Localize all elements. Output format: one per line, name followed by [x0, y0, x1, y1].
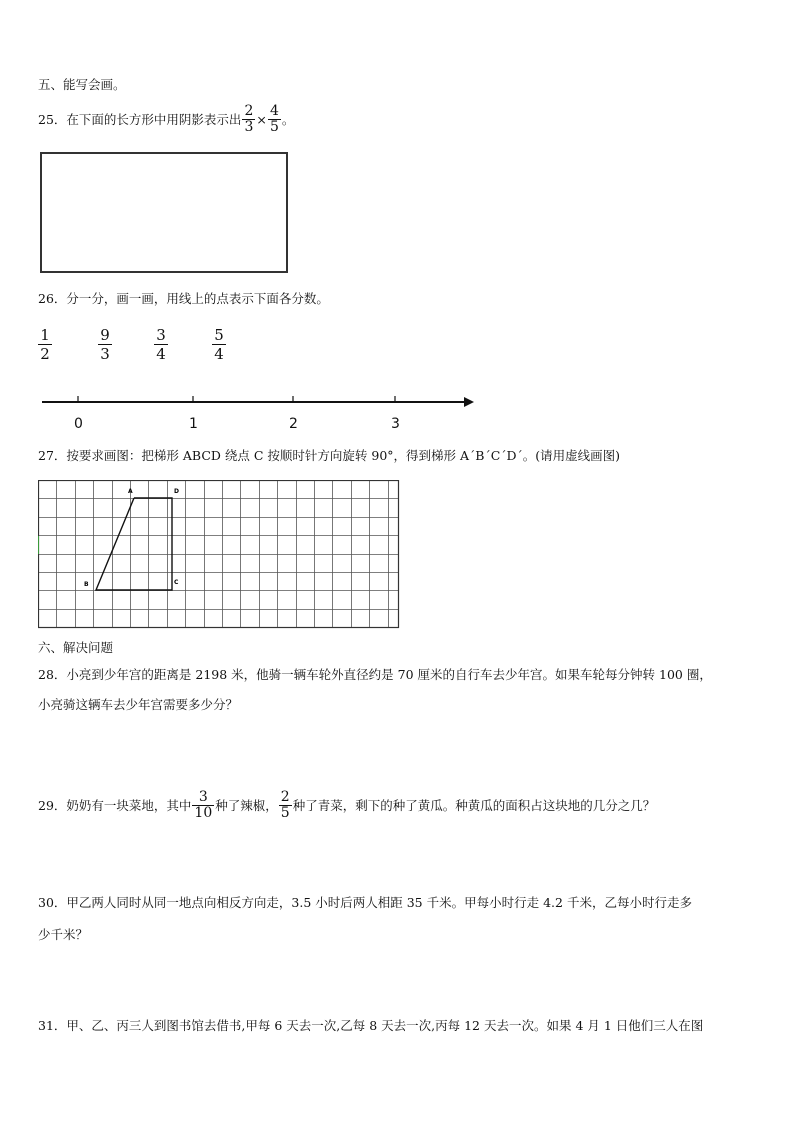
q25-frac1-denominator: 3 [244, 119, 254, 135]
question-28-line-2: 小亮骑这辆车去少年宫需要多少分？ [38, 697, 239, 712]
q25-fraction-2 [269, 104, 280, 135]
q29-part-1: 29．奶奶有一块菜地，其中 [38, 797, 192, 813]
question-26: 26．分一分，画一画，用线上的点表示下面各分数。 [38, 291, 329, 306]
question-25 [38, 104, 294, 135]
q26-frac4-numerator: 5 [214, 326, 224, 344]
vertex-label-c: C [174, 579, 179, 586]
section-5-title: 五、能写会画。 [38, 77, 126, 92]
q26-frac3-denominator: 4 [156, 345, 166, 363]
q25-frac2-denominator: 5 [269, 119, 279, 135]
answer-rectangle[interactable] [40, 152, 288, 273]
q26-frac2-denominator: 3 [100, 345, 110, 363]
question-29 [38, 790, 655, 821]
question-30-line-1: 30．甲乙两人同时从同一地点向相反方向走，3.5 小时后两人相距 35 千米。甲每小时行走 4.2 千米，乙每小时行走多 [38, 895, 692, 910]
q26-fraction-3 [154, 326, 168, 363]
q29-fraction-1 [193, 790, 213, 821]
question-28-line-1: 28．小亮到少年宫的距离是 2198 米，他骑一辆车轮外直径约是 70 厘米的自行车去少年宫。如果车轮每分钟转 100 圈， [38, 667, 712, 682]
question-27: 27．按要求画图：把梯形 ABCD 绕点 C 按顺时针方向旋转 90°，得到梯形 A´B´C´D´。(请用虚线画图) [38, 448, 621, 463]
number-line-arrow-icon [464, 397, 474, 407]
tick-label-0: 0 [74, 416, 83, 432]
vertex-label-d: D [174, 488, 179, 495]
q29-frac2-numerator: 2 [280, 789, 290, 805]
q25-prefix: 25．在下面的长方形中用阴影表示出 [38, 111, 242, 127]
q29-part-2: 种了辣椒， [215, 797, 278, 813]
vertex-label-a: A [128, 488, 133, 495]
grid-border [39, 481, 399, 628]
tick-label-1: 1 [189, 416, 198, 432]
q29-part-3: 种了青菜，剩下的种了黄瓜。种黄瓜的面积占这块地的几分之几？ [292, 797, 656, 813]
q25-fraction-1 [243, 104, 254, 135]
q29-frac2-denominator: 5 [280, 805, 290, 821]
q26-fraction-2 [98, 326, 112, 363]
q26-frac1-numerator: 1 [40, 326, 50, 344]
q26-frac2-numerator: 9 [100, 326, 110, 344]
q29-fraction-2 [280, 790, 291, 821]
vertex-label-b: B [84, 581, 89, 588]
section-6-title: 六、解决问题 [38, 640, 114, 655]
tick-label-3: 3 [391, 416, 400, 432]
question-30-line-2: 少千米？ [38, 927, 89, 942]
trapezoid-abcd [96, 498, 172, 590]
q26-frac4-denominator: 4 [214, 345, 224, 363]
q26-frac3-numerator: 3 [156, 326, 166, 344]
q29-frac1-denominator: 10 [194, 805, 213, 821]
q25-frac1-numerator: 2 [244, 103, 254, 119]
grid-svg[interactable] [38, 480, 400, 630]
q26-fraction-1 [38, 326, 52, 363]
question-31-line-1: 31．甲、乙、丙三人到图书馆去借书,甲每 6 天去一次,乙每 8 天去一次,丙每 12 天去一次。如果 4 月 1 日他们三人在图 [38, 1018, 704, 1033]
tick-label-2: 2 [289, 416, 298, 432]
q25-operator: × [256, 111, 267, 127]
q25-frac2-numerator: 4 [269, 103, 279, 119]
q29-frac1-numerator: 3 [198, 789, 208, 805]
drawing-grid[interactable] [38, 480, 400, 633]
q26-frac1-denominator: 2 [40, 345, 50, 363]
q26-fraction-4 [212, 326, 226, 363]
q25-suffix: 。 [281, 111, 295, 127]
